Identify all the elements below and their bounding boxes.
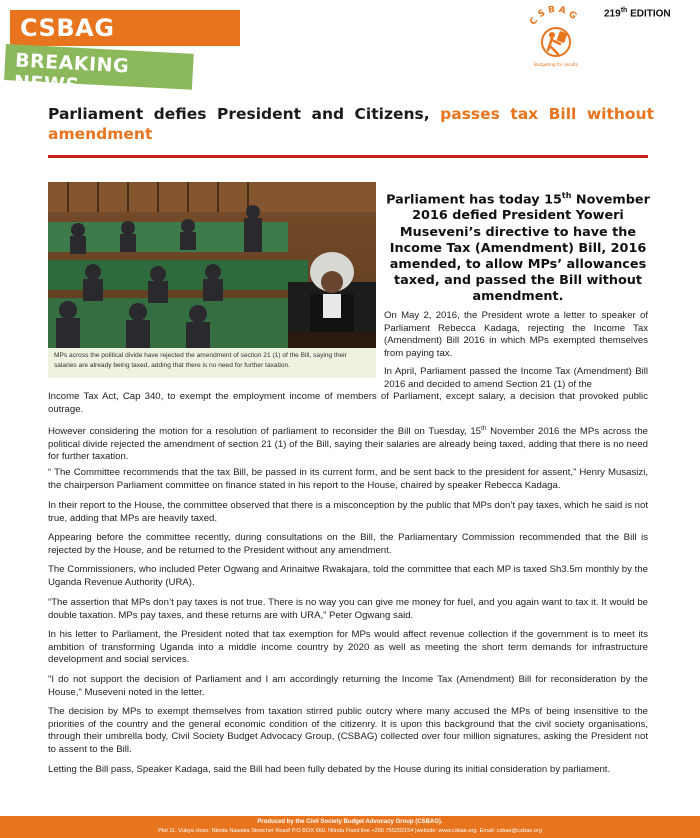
edition-word: EDITION [630,8,671,20]
parliament-photo [48,182,376,348]
logo-tagline: Budgeting for results [534,62,578,67]
paragraph-6: Appearing before the committee recently, during consultations on the Bill, the Parliamentary Commission recommended that the Bill is rejected by the House, and be returned to the President without any amendment. [48,532,648,556]
paragraph-1: On May 2, 2016, the President wrote a letter to speaker of Parliament Rebecca Kadaga, rejecting the Income Tax (Amendment) Bill 2016 in which MPs exempted themselves from paying tax. [384,310,648,359]
lead-text-2: November 2016 defied President Yoweri Museveni’s directive to have the Income Tax (Amendment) Bill, 2016 amended, to allow MPs’ allowances taxed, and passed the Bill without amendment. [389,192,650,305]
csbag-logo-icon [524,4,588,76]
paragraph-2a: In April, Parliament passed the Income Tax (Amendment) Bill 2016 and decided to amend Section 21 (1) of the [384,366,648,390]
lead-sup: th [561,191,572,200]
paragraph-9: In his letter to Parliament, the President noted that tax exemption for MPs would affect revenue collection if the government is to meet its ambition of transforming Uganda into a middle income country by 2020 as well as meeting the short term demands for infrastructure development and social services. [48,629,648,666]
paragraph-11: The decision by MPs to exempt themselves from taxation stirred public outcry where many accused the MPs of being insensitive to the priorities of the country and the general economic condition of the citizenry. It is upon this background that the civil society organisations, through their umbrella body, Civil Society Budget Advocacy Group, (CSBAG) collected over four million signatures, asking the President not to assent to the Bill. [48,706,648,755]
lead-text-1: Parliament has today 15 [386,192,562,208]
footer-contact: Plot 11. Vubya close. Ntinda Nawaka Stretcher Road! P.O BOX 660. Ntinda Fixed line +256 755202154 |website: www.csbae.org. Email: csbae@csbae.org [158,828,542,834]
svg-text:CSBAG [528,5,580,28]
headline [48,104,654,144]
lead-summary [386,188,650,306]
headline-main: Parliament defies President and Citizens, [48,105,441,123]
paragraph-7: The Commissioners, who included Peter Ogwang and Arinaitwe Rwakajara, told the committee that each MP is taxed Sh3.5m monthly by the Uganda Revenue Authority (URA). [48,564,648,588]
paragraph-2b: Income Tax Act, Cap 340, to exempt the employment income of members of Parliament, except salary, a decision that provoked public outrage. [48,391,648,415]
brand-banner [10,10,240,46]
headline-divider [48,155,648,158]
paragraph-8: “The assertion that MPs don’t pay taxes is not true. There is no way you can give me money for fuel, and you again want to tax it. It would be double taxation. MPs pay taxes, and these returns are with URA,” Peter Ogwang said. [48,597,648,621]
paragraph-3-sup: th [481,425,487,432]
brand-name: CSBAG [20,14,115,42]
logo-text: CSBAG [528,4,581,28]
edition-suffix: th [620,7,628,14]
paragraph-3 [48,423,648,464]
breaking-news-label: BREAKING NEWS [13,49,130,97]
parliament-photo-icon [48,182,376,348]
photo-caption: MPs across the political divide have rejected the amendment of section 21 (1) of the Bill, saying their salaries are already being taxed, adding that there is no need for further taxation. [48,348,376,378]
paragraph-12: Letting the Bill pass, Speaker Kadaga, said the Bill had been fully debated by the House during its initial consideration by parliament. [48,764,611,775]
footer [0,816,700,838]
edition-number: 219 [604,8,621,20]
breaking-news-banner [4,44,194,97]
headline-accent: passes tax Bill without amendment [48,105,654,143]
paragraph-5: In their report to the House, the committee observed that there is a misconception by the public that MPs don’t pay taxes, which he said is not true, adding that MPs are heavily taxed. [48,500,648,524]
paragraph-10: "I do not support the decision of Parliament and I am accordingly returning the Income Tax (Amendment) Bill for reconsideration by the House," Museveni noted in the letter. [48,674,648,698]
paragraph-3-text-1: However considering the motion for a resolution of parliament to reconsider the Bill on Tuesday, 15 [48,426,482,438]
paragraph-3-text-2: November 2016 the MPs across the political divide rejected the amendment of section 21 (1) of the Bill, saying their salaries are already being taxed, adding that there is no need for further taxation. [48,426,648,463]
footer-producer: Produced by the Civil Society Budget Advocacy Group (CSBAG). [257,819,443,825]
edition-label [604,7,671,19]
paragraph-4: “ The Committee recommends that the tax Bill, be passed in its current form, and be sent back to the president for assent,” Henry Musasizi, the chairperson Parliament committee on finance stated in his report to the House, chaired by speaker Rebecca Kadaga. [48,467,648,491]
